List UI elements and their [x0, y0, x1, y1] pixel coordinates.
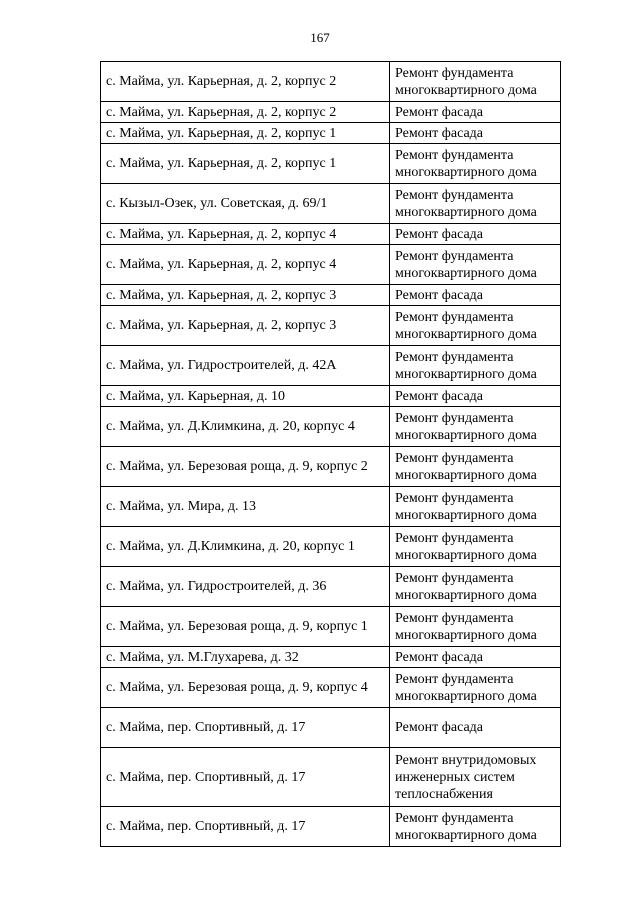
- table-row: [101, 447, 561, 487]
- works-table: [100, 61, 561, 847]
- table-row: [101, 62, 561, 102]
- table-row: [101, 748, 561, 807]
- address-cell: с. Майма, ул. Карьерная, д. 2, корпус 3: [101, 285, 390, 306]
- table-row: [101, 386, 561, 407]
- address-cell: с. Майма, ул. Гидростроителей, д. 36: [101, 567, 390, 607]
- address-cell: с. Майма, ул. Карьерная, д. 2, корпус 1: [101, 144, 390, 184]
- table-row: [101, 285, 561, 306]
- table-body: [101, 62, 561, 847]
- work-type-cell: Ремонт внутридомовых инженерных систем теплоснабжения: [390, 748, 561, 807]
- work-type-cell: Ремонт фундамента многоквартирного дома: [390, 668, 561, 708]
- address-cell: с. Майма, пер. Спортивный, д. 17: [101, 748, 390, 807]
- page-number: 167: [310, 30, 330, 45]
- work-type-cell: Ремонт фундамента многоквартирного дома: [390, 346, 561, 386]
- work-type-cell: Ремонт фасада: [390, 708, 561, 748]
- work-type-cell: Ремонт фасада: [390, 647, 561, 668]
- address-cell: с. Майма, ул. Карьерная, д. 2, корпус 2: [101, 102, 390, 123]
- work-type-cell: Ремонт фундамента многоквартирного дома: [390, 807, 561, 847]
- work-type-cell: Ремонт фундамента многоквартирного дома: [390, 487, 561, 527]
- address-cell: с. Майма, ул. Карьерная, д. 2, корпус 2: [101, 62, 390, 102]
- work-type-cell: Ремонт фундамента многоквартирного дома: [390, 245, 561, 285]
- table-row: [101, 245, 561, 285]
- address-cell: с. Майма, ул. Березовая роща, д. 9, корпус 1: [101, 607, 390, 647]
- table-row: [101, 102, 561, 123]
- table-row: [101, 708, 561, 748]
- address-cell: с. Майма, пер. Спортивный, д. 17: [101, 807, 390, 847]
- table-row: [101, 647, 561, 668]
- table-row: [101, 346, 561, 386]
- address-cell: с. Майма, ул. Березовая роща, д. 9, корпус 2: [101, 447, 390, 487]
- work-type-cell: Ремонт фасада: [390, 224, 561, 245]
- work-type-cell: Ремонт фасада: [390, 285, 561, 306]
- address-cell: с. Майма, ул. Карьерная, д. 2, корпус 4: [101, 245, 390, 285]
- work-type-cell: Ремонт фундамента многоквартирного дома: [390, 447, 561, 487]
- work-type-cell: Ремонт фундамента многоквартирного дома: [390, 607, 561, 647]
- address-cell: с. Майма, ул. Березовая роща, д. 9, корпус 4: [101, 668, 390, 708]
- work-type-cell: Ремонт фундамента многоквартирного дома: [390, 407, 561, 447]
- work-type-cell: Ремонт фасада: [390, 386, 561, 407]
- table-row: [101, 807, 561, 847]
- address-cell: с. Майма, ул. М.Глухарева, д. 32: [101, 647, 390, 668]
- address-cell: с. Майма, ул. Карьерная, д. 10: [101, 386, 390, 407]
- address-cell: с. Майма, ул. Мира, д. 13: [101, 487, 390, 527]
- table-row: [101, 144, 561, 184]
- table-row: [101, 567, 561, 607]
- address-cell: с. Кызыл-Озек, ул. Советская, д. 69/1: [101, 184, 390, 224]
- table-row: [101, 487, 561, 527]
- table-row: [101, 407, 561, 447]
- address-cell: с. Майма, ул. Гидростроителей, д. 42А: [101, 346, 390, 386]
- work-type-cell: Ремонт фундамента многоквартирного дома: [390, 306, 561, 346]
- table-row: [101, 527, 561, 567]
- table-row: [101, 607, 561, 647]
- address-cell: с. Майма, ул. Д.Климкина, д. 20, корпус 1: [101, 527, 390, 567]
- address-cell: с. Майма, ул. Д.Климкина, д. 20, корпус 4: [101, 407, 390, 447]
- address-cell: с. Майма, пер. Спортивный, д. 17: [101, 708, 390, 748]
- address-cell: с. Майма, ул. Карьерная, д. 2, корпус 1: [101, 123, 390, 144]
- address-cell: с. Майма, ул. Карьерная, д. 2, корпус 4: [101, 224, 390, 245]
- table-row: [101, 668, 561, 708]
- work-type-cell: Ремонт фундамента многоквартирного дома: [390, 62, 561, 102]
- table-row: [101, 123, 561, 144]
- table-row: [101, 184, 561, 224]
- work-type-cell: Ремонт фасада: [390, 102, 561, 123]
- work-type-cell: Ремонт фундамента многоквартирного дома: [390, 567, 561, 607]
- work-type-cell: Ремонт фундамента многоквартирного дома: [390, 527, 561, 567]
- work-type-cell: Ремонт фасада: [390, 123, 561, 144]
- table-row: [101, 224, 561, 245]
- table-row: [101, 306, 561, 346]
- work-type-cell: Ремонт фундамента многоквартирного дома: [390, 144, 561, 184]
- address-cell: с. Майма, ул. Карьерная, д. 2, корпус 3: [101, 306, 390, 346]
- work-type-cell: Ремонт фундамента многоквартирного дома: [390, 184, 561, 224]
